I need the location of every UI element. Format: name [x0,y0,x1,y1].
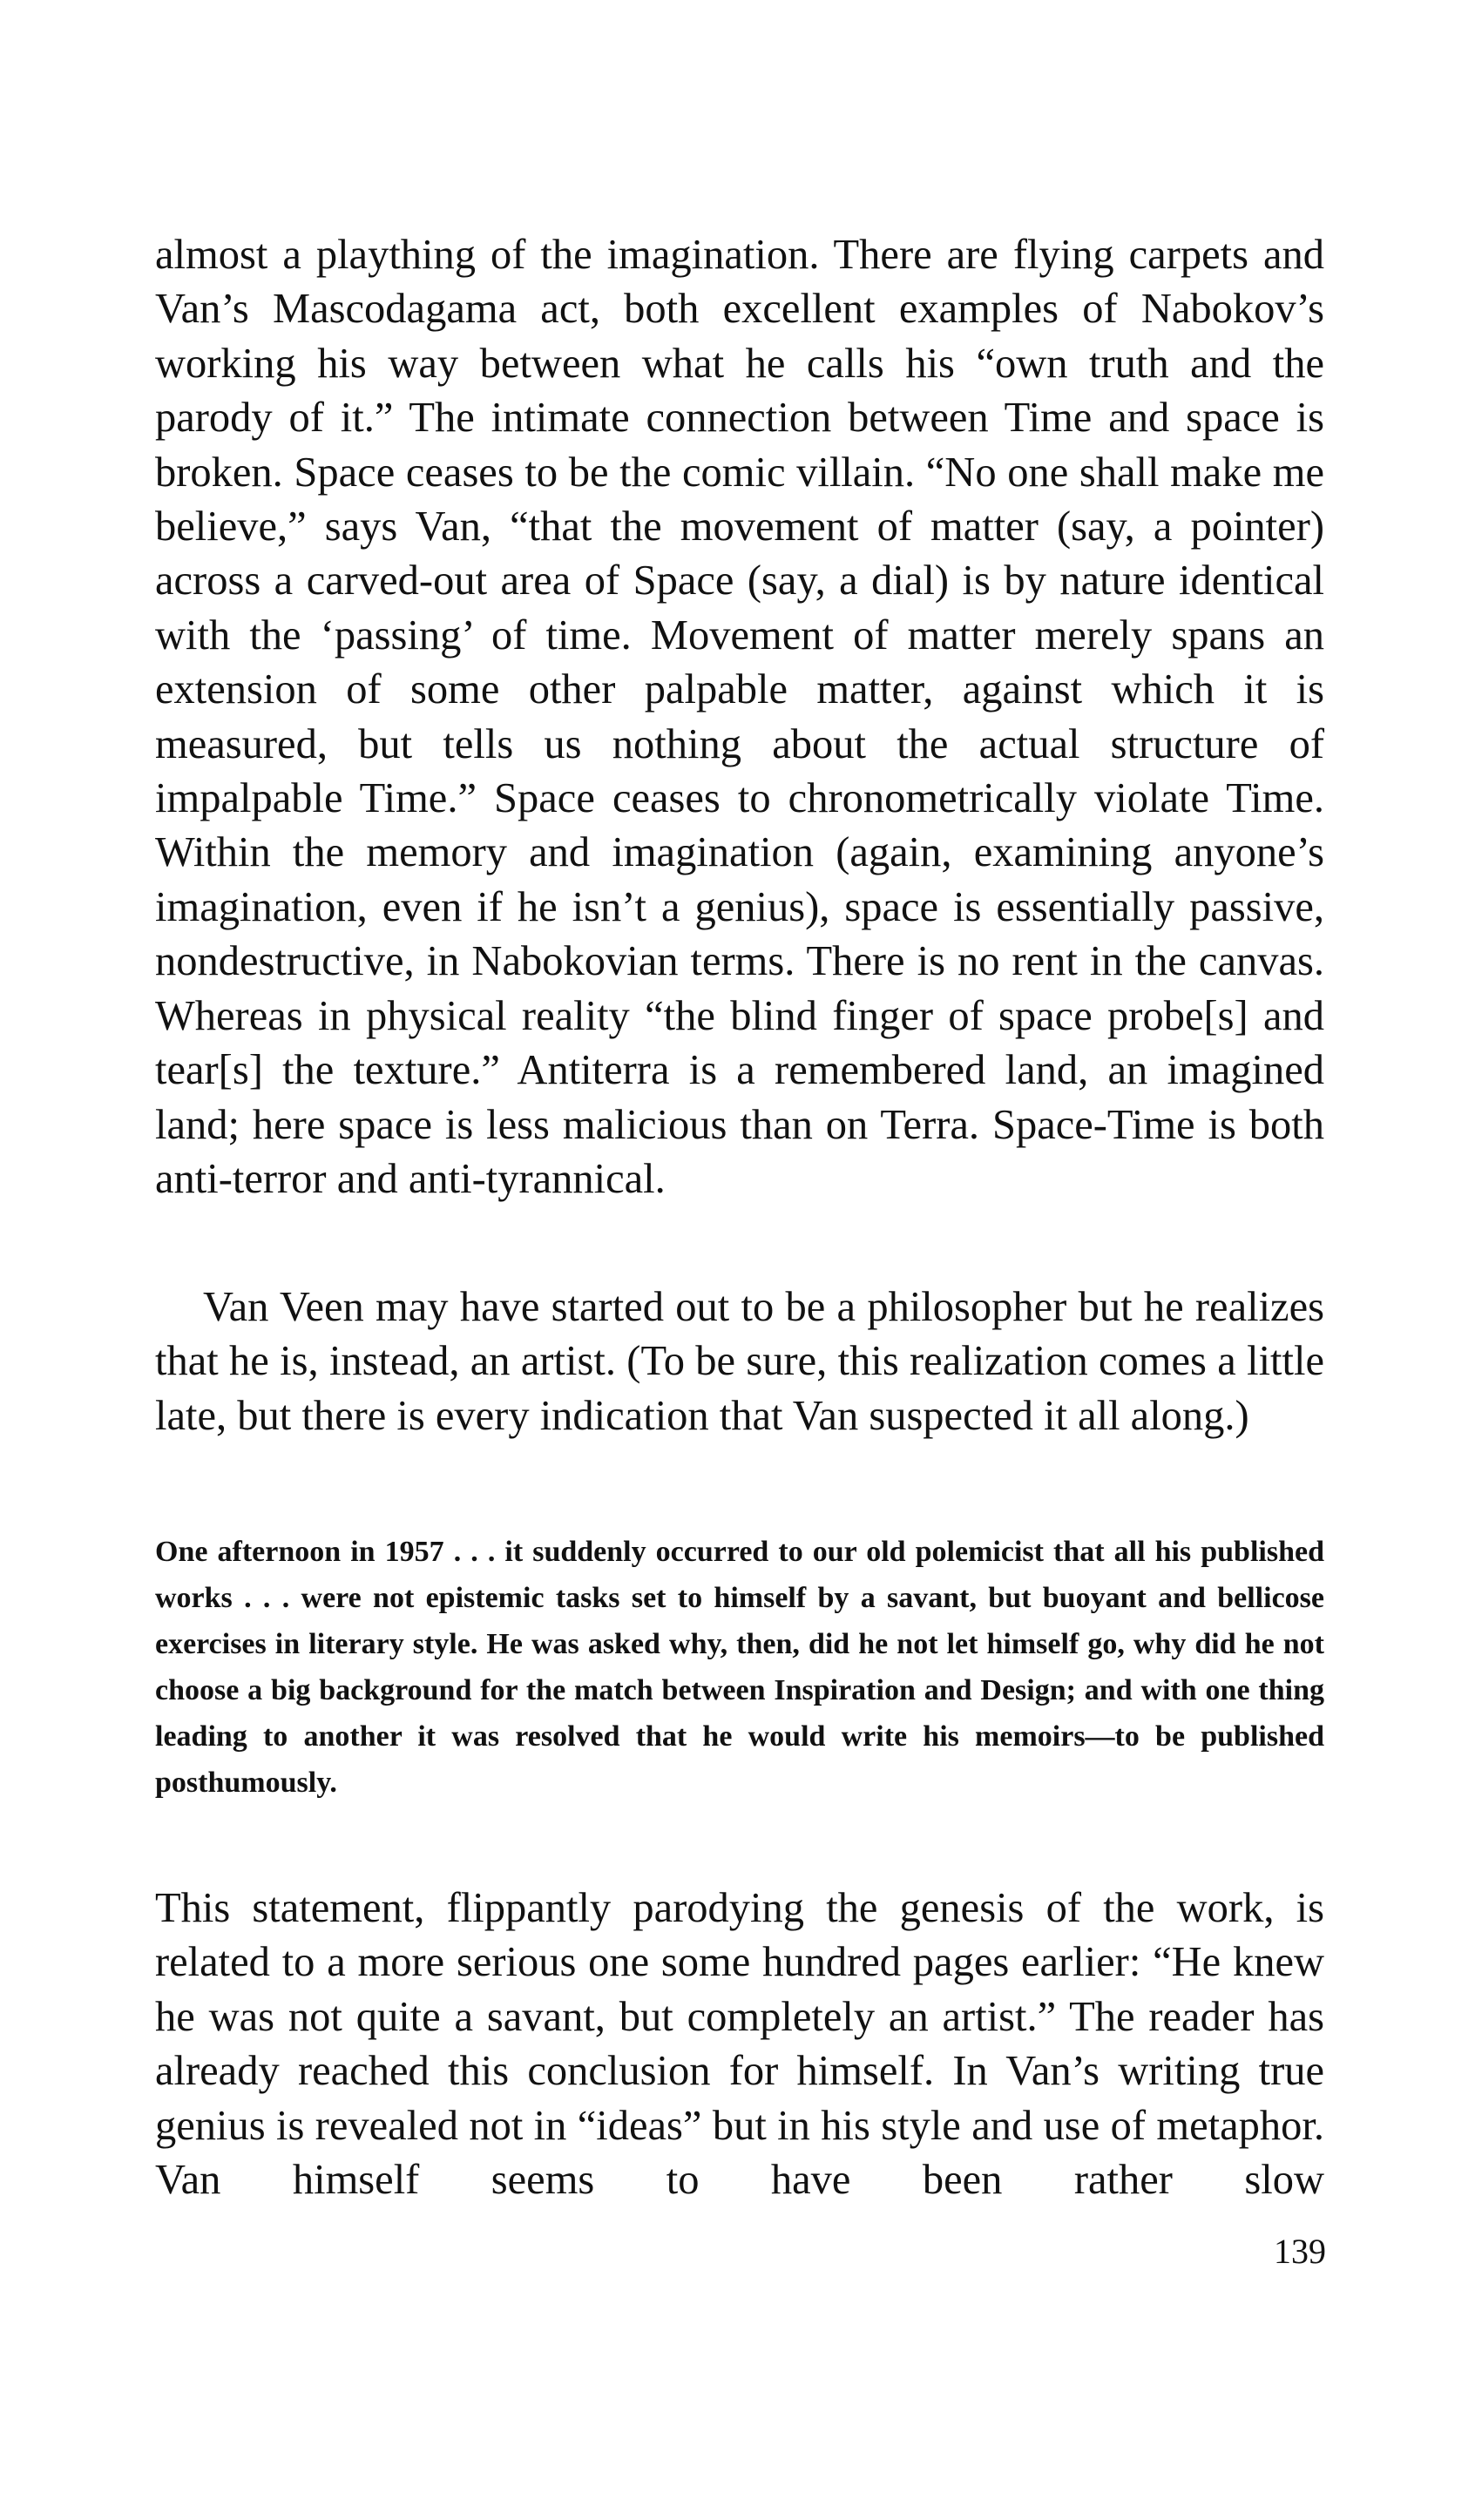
body-paragraph-1: almost a plaything of the imagination. There are flying carpets and Van’s Mascodagama act, both excellent examples of Nabokov’s working his way between what he calls his “own truth and the parody of it.” The intimate connection between Time and space is broken. Space ceases to be the comic villain. “No one shall make me believe,” says Van, “that the movement of matter (say, a pointer) across a carved-out area of Space (say, a dial) is by nature identical with the ‘passing’ of time. Movement of matter merely spans an extension of some other palpable matter, against which it is measured, but tells us nothing about the actual structure of impalpable Time.” Space ceases to chronometrically violate Time. Within the memory and imagination (again, examining anyone’s imagination, even if he isn’t a genius), space is essentially passive, nondestructive, in Nabokovian terms. There is no rent in the canvas. Whereas in physical reality “the blind finger of space probe[s] and tear[s] the texture.” Antiterra is a remembered land, an imagined land; here space is less malicious than on Terra. Space-Time is both anti-terror and anti-tyrannical. [155,232,1324,1202]
block-quote: One afternoon in 1957 . . . it suddenly occurred to our old polemicist that all his published works . . . were not epistemic tasks set to himself by a savant, but buoyant and bellicose exercises in literary style. He was asked why, then, did he not let himself go, why did he not choose a big background for the match between Inspiration and Design; and with one thing leading to another it was resolved that he would write his memoirs—to be published posthumously. [155,1536,1324,1799]
page-number: 139 [1274,2232,1326,2271]
body-paragraph-2: Van Veen may have started out to be a philosopher but he realizes that he is, instead, an artist. (To be sure, this realization comes a little late, but there is every indication that Van suspected it all along.) [155,1284,1324,1439]
body-paragraph-3: This statement, flippantly parodying the genesis of the work, is related to a more serious one some hundred pages earlier: “He knew he was not quite a savant, but completely an artist.” The reader has already reached this conclusion for himself. In Van’s writing true genius is revealed not in “ideas” but in his style and use of metaphor. Van himself seems to have been rather slow [155,1885,1324,2204]
